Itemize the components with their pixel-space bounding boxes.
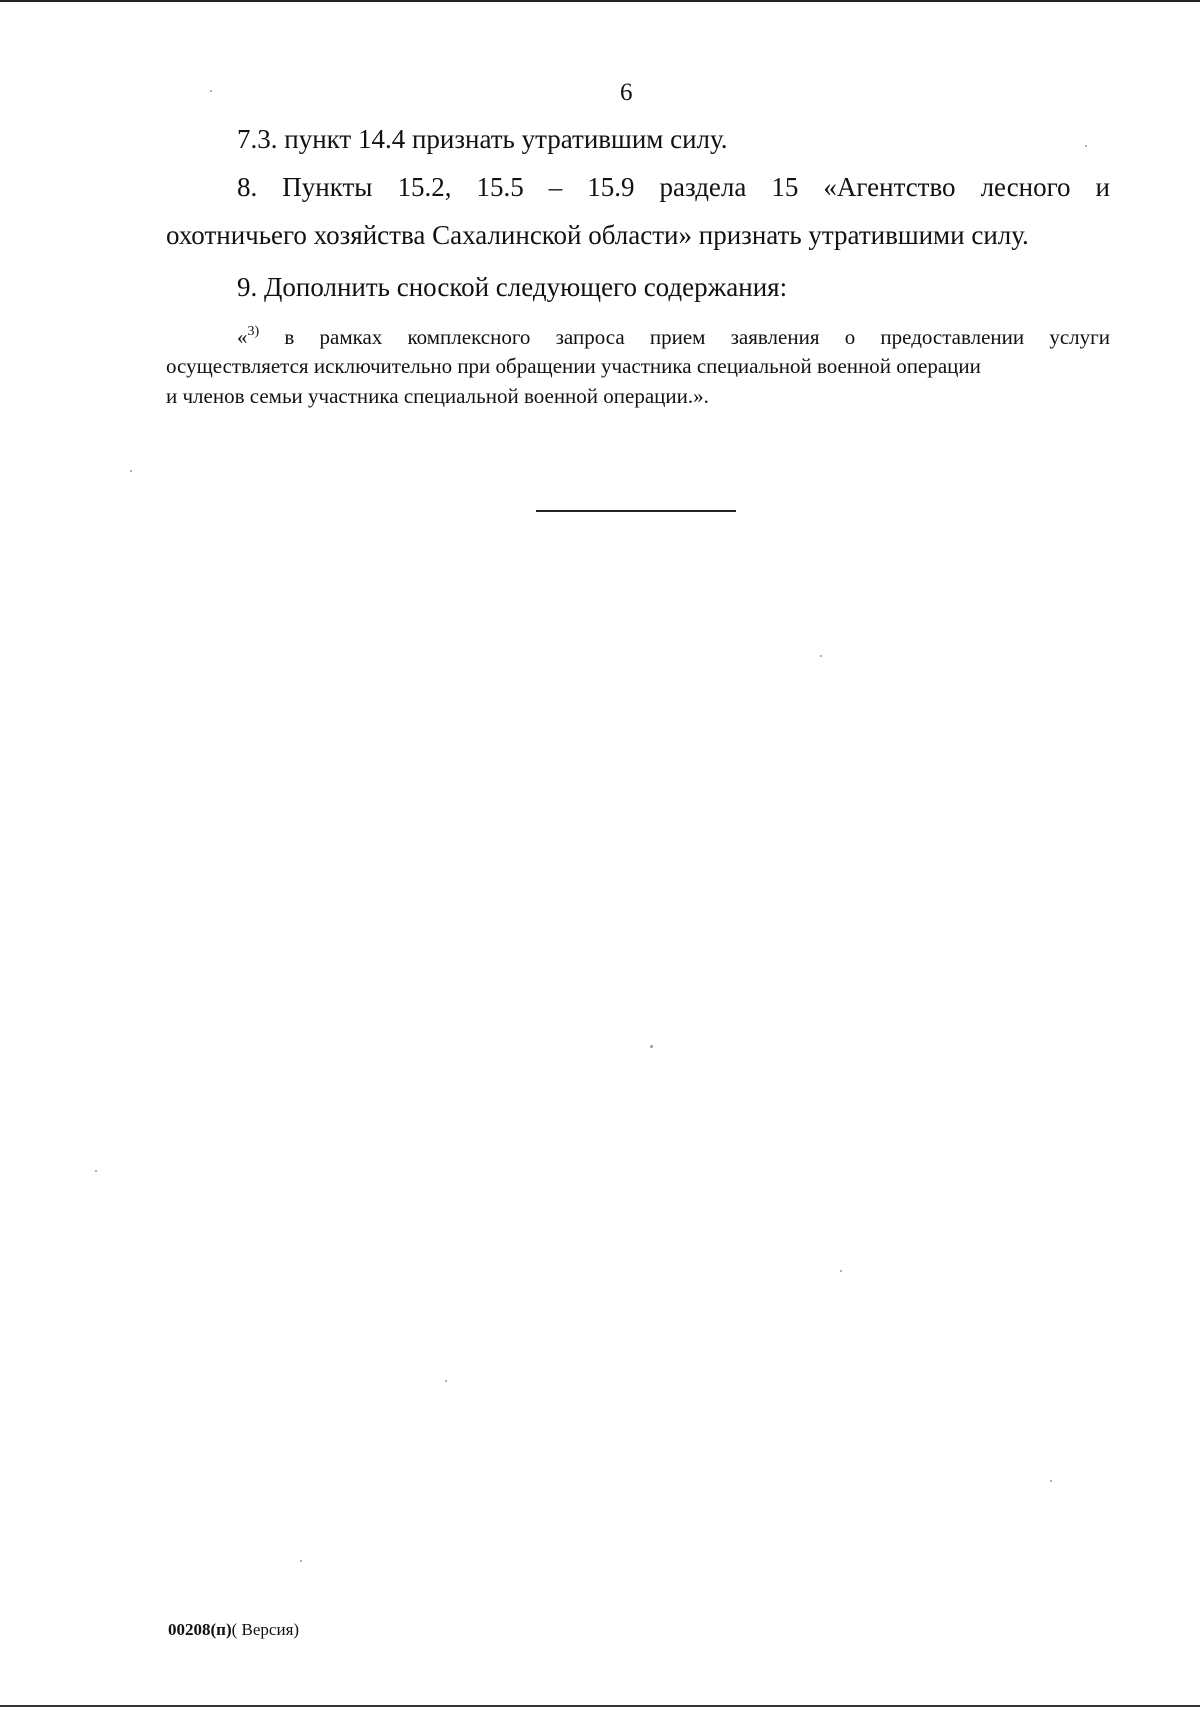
scan-speck [820,655,822,657]
scan-speck [840,1270,842,1272]
scan-bottom-edge [0,1705,1200,1707]
footnote-line1 [237,322,1110,353]
document-code [168,1620,299,1640]
scan-speck [300,1560,302,1562]
scan-speck [1050,1480,1052,1482]
scan-speck [130,470,132,472]
scan-speck [95,1170,97,1172]
document-code-version: ( Версия) [231,1620,300,1639]
footnote-open-quote: « [237,325,248,349]
document-code-number: 00208(п) [168,1620,232,1639]
scan-speck [445,1380,447,1382]
scan-speck [650,1045,653,1048]
paragraph-8-line1: 8. Пункты 15.2, 15.5 – 15.9 раздела 15 «Агентство лесного и [237,172,1110,202]
footnote-line3: и членов семьи участника специальной военной операции.». [166,384,709,408]
footnote-line1-text: в рамках комплексного запроса прием заявления о предоставлении услуги [259,325,1110,349]
paragraph-7-3: 7.3. пункт 14.4 признать утратившим силу. [237,124,728,154]
end-separator-line [536,510,736,512]
footnote-marker: 3) [247,324,260,339]
paragraph-8-line2: охотничьего хозяйства Сахалинской области» признать утратившими силу. [166,220,1029,250]
footnote-line2: осуществляется исключительно при обращении участника специальной военной операции [166,354,981,378]
scan-top-edge [0,0,1200,2]
scan-speck [1085,145,1087,147]
page-number: 6 [620,79,633,106]
scan-speck [210,90,212,92]
paragraph-9: 9. Дополнить сноской следующего содержания: [237,272,788,302]
